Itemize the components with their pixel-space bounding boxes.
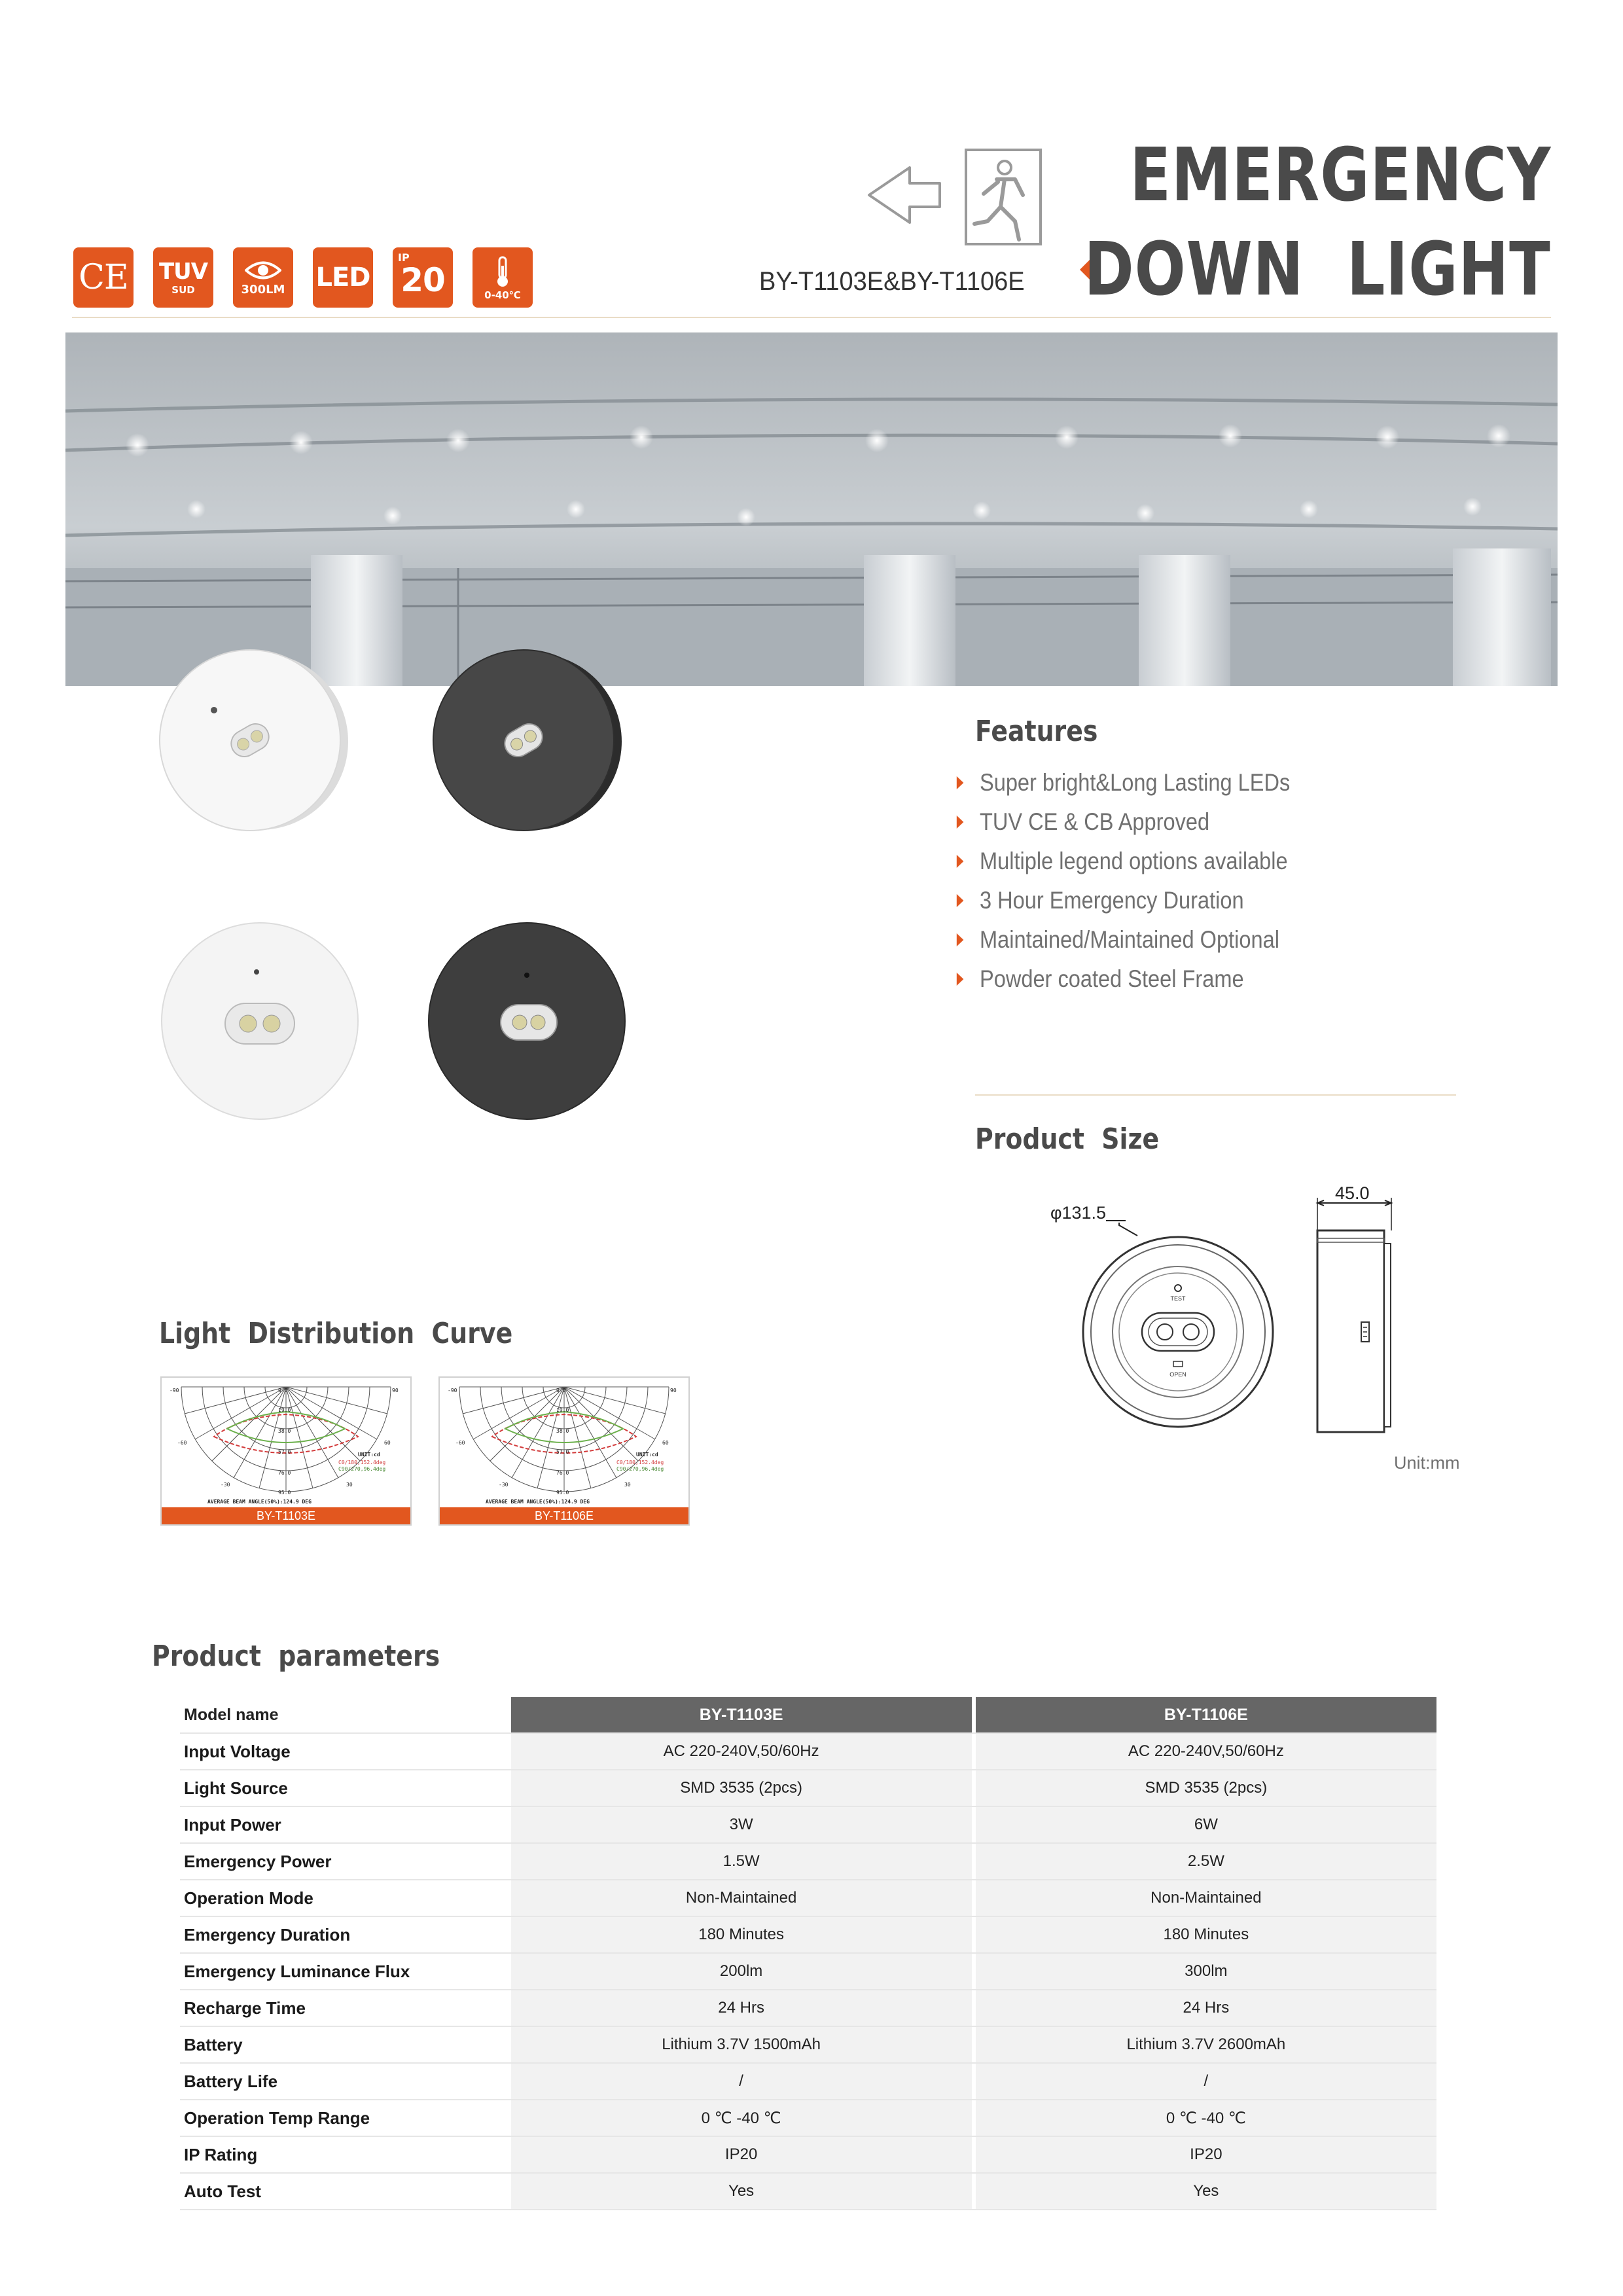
angle-label: 90 — [670, 1388, 677, 1393]
temperature-badge — [473, 247, 533, 308]
row-value: IP20 — [511, 2136, 972, 2173]
table-row — [180, 2100, 1436, 2136]
model-codes: BY-T1103E&BY-T1106E — [759, 267, 1025, 296]
diameter-label: φ131.5 — [1050, 1203, 1107, 1223]
feature-text: 3 Hour Emergency Duration — [980, 887, 1244, 914]
feature-text: Multiple legend options available — [980, 848, 1288, 874]
radial-tick: 0.0 — [556, 1388, 566, 1393]
legend-entry: C90/270,96.4deg — [338, 1466, 386, 1472]
light-distribution-chart-2 — [438, 1376, 690, 1526]
ip-sup-label: IP — [398, 251, 410, 264]
temperature-label: 0-40℃ — [484, 289, 521, 301]
table-row — [180, 2026, 1436, 2063]
beam-note: AVERAGE BEAM ANGLE(50%):124.9 DEG — [207, 1499, 312, 1505]
row-value: Non-Maintained — [976, 1880, 1436, 1916]
row-value: 24 Hrs — [976, 1990, 1436, 2026]
beam-note: AVERAGE BEAM ANGLE(50%):124.9 DEG — [486, 1499, 590, 1505]
angle-label: -60 — [177, 1440, 187, 1446]
product-photo-black-recessed — [419, 920, 635, 1122]
table-row — [180, 1990, 1436, 2026]
row-value: SMD 3535 (2pcs) — [976, 1770, 1436, 1806]
row-value: IP20 — [976, 2136, 1436, 2173]
row-label: Auto Test — [180, 2173, 511, 2210]
led-label: LED — [315, 262, 370, 293]
bullet-arrow-icon — [957, 816, 964, 829]
product-photo-white-recessed — [152, 920, 368, 1122]
chart-caption: BY-T1106E — [440, 1507, 688, 1524]
features-divider — [975, 1094, 1456, 1096]
feature-item — [980, 808, 1209, 836]
polar-chart-2 — [440, 1378, 686, 1506]
table-header-row — [180, 1697, 1436, 1733]
row-value: 0 ℃ -40 ℃ — [511, 2100, 972, 2136]
row-label: Emergency Power — [180, 1843, 511, 1880]
angle-label: -60 — [455, 1440, 465, 1446]
feature-text: TUV CE & CB Approved — [980, 808, 1210, 835]
running-man-exit-icon — [964, 148, 1043, 246]
table-row — [180, 2136, 1436, 2173]
table-row — [180, 1843, 1436, 1880]
unit-note: UNIT:cd — [636, 1452, 658, 1458]
model-column-header: BY-T1106E — [976, 1697, 1436, 1733]
row-value: Lithium 3.7V 1500mAh — [511, 2026, 972, 2063]
radial-tick: 76.0 — [278, 1470, 291, 1476]
row-label: Battery — [180, 2026, 511, 2063]
row-value: 180 Minutes — [511, 1916, 972, 1953]
page-title-line-2: DOWN LIGHT — [1084, 227, 1551, 312]
header-divider — [72, 317, 1551, 318]
feature-item — [980, 848, 1288, 875]
parameters-table — [180, 1697, 1436, 2210]
row-value: 24 Hrs — [511, 1990, 972, 2026]
table-row — [180, 2063, 1436, 2100]
thermometer-icon — [493, 255, 512, 288]
radial-tick: 95.0 — [556, 1490, 569, 1496]
table-row — [180, 1916, 1436, 1953]
feature-text: Maintained/Maintained Optional — [980, 926, 1279, 953]
tuv-sub-label: SUD — [171, 283, 195, 296]
radial-tick: 19.0 — [278, 1407, 291, 1413]
feature-item — [980, 887, 1244, 914]
feature-item — [980, 926, 1279, 954]
features-heading: Features — [975, 715, 1098, 748]
row-value: 300lm — [976, 1953, 1436, 1990]
ip-value-label: 20 — [401, 261, 445, 299]
product-parameters-heading: Product parameters — [152, 1640, 440, 1673]
bullet-arrow-icon — [957, 855, 964, 868]
table-row — [180, 1806, 1436, 1843]
lumen-label: 300LM — [241, 283, 285, 296]
angle-label: -30 — [221, 1482, 230, 1488]
angle-label: -90 — [448, 1388, 457, 1393]
row-label: Operation Mode — [180, 1880, 511, 1916]
row-value: 1.5W — [511, 1843, 972, 1880]
row-label: Battery Life — [180, 2063, 511, 2100]
bullet-arrow-icon — [957, 933, 964, 946]
unit-note: UNIT:cd — [358, 1452, 380, 1458]
unit-label: Unit:mm — [1394, 1453, 1460, 1473]
front-label-top: TEST — [1170, 1295, 1186, 1302]
table-row — [180, 1770, 1436, 1806]
feature-text: Powder coated Steel Frame — [980, 965, 1244, 992]
polar-chart-1 — [162, 1378, 408, 1506]
product-size-heading: Product Size — [975, 1122, 1160, 1156]
row-value: Lithium 3.7V 2600mAh — [976, 2026, 1436, 2063]
exit-arrow-icon — [864, 156, 942, 234]
light-distribution-chart-1 — [160, 1376, 412, 1526]
row-label: Emergency Duration — [180, 1916, 511, 1953]
angle-label: 30 — [624, 1482, 631, 1488]
row-value: AC 220-240V,50/60Hz — [976, 1733, 1436, 1770]
angle-label: 30 — [346, 1482, 353, 1488]
led-icon — [313, 247, 373, 308]
feature-item — [980, 769, 1290, 797]
row-label: Emergency Luminance Flux — [180, 1953, 511, 1990]
light-distribution-heading: Light Distribution Curve — [159, 1317, 513, 1350]
bullet-arrow-icon — [957, 973, 964, 986]
row-value: 0 ℃ -40 ℃ — [976, 2100, 1436, 2136]
legend-entry: C0/180,152.4deg — [616, 1460, 664, 1465]
table-row — [180, 1733, 1436, 1770]
radial-tick: 38.0 — [278, 1428, 291, 1434]
angle-label: 90 — [392, 1388, 399, 1393]
tuv-sud-icon — [153, 247, 213, 308]
model-column-header: BY-T1103E — [511, 1697, 972, 1733]
angle-label: 60 — [662, 1440, 669, 1446]
lumen-badge — [233, 247, 293, 308]
row-label: IP Rating — [180, 2136, 511, 2173]
feature-item — [980, 965, 1244, 993]
radial-tick: 38.0 — [556, 1428, 569, 1434]
row-value: Yes — [511, 2173, 972, 2210]
table-row — [180, 1953, 1436, 1990]
eye-icon — [245, 259, 281, 281]
radial-tick: 19.0 — [556, 1407, 569, 1413]
row-value: Yes — [976, 2173, 1436, 2210]
row-value: 3W — [511, 1806, 972, 1843]
radial-tick: 57.0 — [556, 1449, 569, 1455]
bullet-arrow-icon — [957, 894, 964, 907]
legend-entry: C90/270,96.4deg — [616, 1466, 664, 1472]
product-photo-black-surface — [425, 645, 628, 841]
row-value: 180 Minutes — [976, 1916, 1436, 1953]
radial-tick: 95.0 — [278, 1490, 291, 1496]
row-value: Non-Maintained — [511, 1880, 972, 1916]
bullet-arrow-icon — [957, 776, 964, 789]
row-value: SMD 3535 (2pcs) — [511, 1770, 972, 1806]
ip-rating-icon — [393, 247, 453, 308]
angle-label: -90 — [169, 1388, 179, 1393]
radial-tick: 76.0 — [556, 1470, 569, 1476]
row-label: Operation Temp Range — [180, 2100, 511, 2136]
row-value: 2.5W — [976, 1843, 1436, 1880]
chart-caption: BY-T1103E — [162, 1507, 410, 1524]
feature-text: Super bright&Long Lasting LEDs — [980, 769, 1291, 796]
header-label: Model name — [180, 1697, 511, 1733]
depth-label: 45.0 — [1335, 1183, 1370, 1203]
row-value: / — [976, 2063, 1436, 2100]
page-title-line-1: EMERGENCY — [1130, 133, 1551, 218]
product-photo-white-surface — [152, 645, 355, 841]
radial-tick: 57.0 — [278, 1449, 291, 1455]
tuv-label: TUV — [158, 258, 208, 285]
row-label: Input Voltage — [180, 1733, 511, 1770]
hero-ceiling-photo — [65, 332, 1558, 686]
row-value: / — [511, 2063, 972, 2100]
radial-tick: 0.0 — [278, 1388, 288, 1393]
row-label: Input Power — [180, 1806, 511, 1843]
ce-mark-icon — [73, 247, 134, 308]
table-row — [180, 2173, 1436, 2210]
front-label-bottom: OPEN — [1169, 1371, 1186, 1378]
angle-label: 60 — [384, 1440, 391, 1446]
legend-entry: C0/180,152.4deg — [338, 1460, 386, 1465]
row-label: Light Source — [180, 1770, 511, 1806]
table-row — [180, 1880, 1436, 1916]
angle-label: -30 — [499, 1482, 508, 1488]
ce-label: CE — [79, 258, 128, 297]
row-value: 200lm — [511, 1953, 972, 1990]
row-value: 6W — [976, 1806, 1436, 1843]
row-value: AC 220-240V,50/60Hz — [511, 1733, 972, 1770]
row-label: Recharge Time — [180, 1990, 511, 2026]
